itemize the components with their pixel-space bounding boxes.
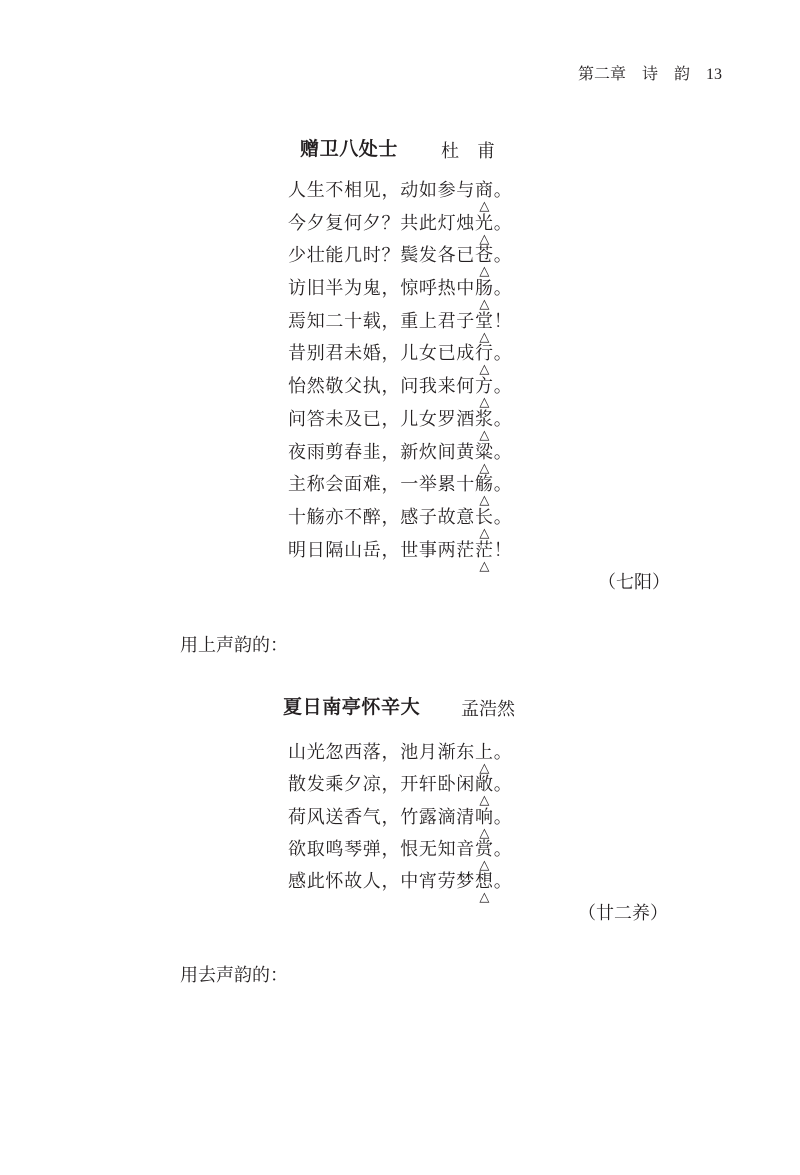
- line-punctuation: 。: [493, 245, 513, 266]
- line-punctuation: 。: [493, 806, 513, 827]
- rhyme-word: [475, 806, 494, 841]
- poem1-body: [288, 174, 513, 574]
- rhyme-word: [475, 376, 494, 411]
- poem2-title: 夏日南亭怀辛大: [283, 697, 421, 718]
- rhyme-character: 方: [475, 376, 494, 397]
- line-text: 主称会面难，一举累十: [288, 474, 475, 495]
- rhyme-character: 赏: [475, 838, 494, 859]
- rhyme-triangle-mark: △: [479, 460, 490, 476]
- line-punctuation: ！: [493, 539, 513, 560]
- rhyme-word: [475, 838, 494, 873]
- poem-line: [288, 736, 513, 776]
- rhyme-character: 商: [475, 180, 494, 200]
- rhyme-character: 觞: [475, 474, 494, 495]
- line-punctuation: 。: [493, 376, 513, 397]
- poem1-author: 杜 甫: [441, 141, 495, 161]
- rhyme-word: [475, 871, 494, 906]
- line-text: 荷风送香气，竹露滴清: [288, 806, 475, 827]
- rhyme-triangle-mark: △: [479, 825, 490, 841]
- rhyme-word: [475, 441, 494, 476]
- rhyme-triangle-mark: △: [479, 793, 490, 809]
- line-punctuation: 。: [493, 408, 513, 429]
- rhyme-word: [475, 506, 494, 541]
- rhyme-triangle-mark: △: [479, 362, 490, 378]
- rhyme-triangle-mark: △: [479, 231, 490, 247]
- rhyme-triangle-mark: △: [479, 761, 490, 776]
- rhyme-character: 粱: [475, 441, 494, 462]
- rhyme-word: [475, 343, 494, 378]
- intro-shang-sheng: 用上声韵的：: [180, 635, 288, 655]
- rhyme-triangle-mark: △: [479, 558, 490, 574]
- poem-line: [288, 174, 513, 214]
- line-text: 今夕复何夕？共此灯烛: [288, 212, 475, 233]
- line-punctuation: 。: [493, 278, 513, 299]
- running-title: 第二章 诗 韵: [577, 66, 690, 83]
- line-text: 明日隔山岳，世事两茫: [288, 539, 475, 560]
- poem2-rhyme-group: （廿二养）: [578, 903, 668, 923]
- page-number: 13: [706, 66, 722, 83]
- line-punctuation: 。: [493, 180, 513, 200]
- line-text: 少壮能几时？鬓发各已: [288, 245, 475, 266]
- rhyme-character: 光: [475, 212, 494, 233]
- rhyme-character: 茫: [475, 539, 494, 560]
- running-header: [578, 64, 722, 86]
- rhyme-character: 浆: [475, 408, 494, 429]
- line-text: 焉知二十载，重上君子: [288, 310, 475, 331]
- line-text: 夜雨剪春韭，新炊间黄: [288, 441, 475, 462]
- line-punctuation: 。: [493, 343, 513, 364]
- rhyme-triangle-mark: △: [479, 525, 490, 541]
- rhyme-triangle-mark: △: [479, 329, 490, 345]
- rhyme-character: 长: [475, 506, 494, 527]
- line-punctuation: 。: [493, 742, 513, 762]
- line-punctuation: 。: [493, 838, 513, 859]
- rhyme-character: 上: [475, 742, 494, 762]
- rhyme-triangle-mark: △: [479, 395, 490, 411]
- line-punctuation: 。: [493, 441, 513, 462]
- rhyme-character: 堂: [475, 310, 494, 331]
- poem-line: [288, 865, 513, 906]
- rhyme-word: [475, 474, 494, 509]
- rhyme-word: [475, 742, 494, 776]
- rhyme-word: [475, 180, 494, 214]
- rhyme-triangle-mark: △: [479, 493, 490, 509]
- rhyme-word: [475, 212, 494, 247]
- line-text: 问答未及已，儿女罗酒: [288, 408, 475, 429]
- line-punctuation: 。: [493, 474, 513, 495]
- rhyme-triangle-mark: △: [479, 427, 490, 443]
- rhyme-word: [475, 774, 494, 809]
- poem1-title: 赠卫八处士: [300, 139, 399, 160]
- line-text: 昔别君未婚，儿女已成: [288, 343, 475, 364]
- poem2-author: 孟浩然: [461, 699, 515, 719]
- line-text: 山光忽西落，池月渐东: [288, 742, 475, 762]
- rhyme-word: [475, 278, 494, 313]
- rhyme-character: 苍: [475, 245, 494, 266]
- poem2-body: [288, 736, 513, 906]
- line-punctuation: 。: [493, 506, 513, 527]
- rhyme-word: [475, 310, 494, 345]
- rhyme-triangle-mark: △: [479, 890, 490, 906]
- rhyme-character: 肠: [475, 278, 494, 299]
- line-punctuation: 。: [493, 212, 513, 233]
- rhyme-word: [475, 408, 494, 443]
- rhyme-character: 响: [475, 806, 494, 827]
- line-text: 感此怀故人，中宵劳梦: [288, 871, 475, 892]
- rhyme-character: 行: [475, 343, 494, 364]
- intro-qu-sheng: 用去声韵的：: [180, 965, 288, 985]
- line-text: 欲取鸣琴弹，恨无知音: [288, 838, 475, 859]
- rhyme-word: [475, 245, 494, 280]
- line-text: 人生不相见，动如参与: [288, 180, 475, 200]
- poem1-rhyme-group: （七阳）: [598, 572, 670, 592]
- line-text: 散发乘夕凉，开轩卧闲: [288, 774, 475, 795]
- line-text: 怡然敬父执，问我来何: [288, 376, 475, 397]
- line-punctuation: ！: [493, 310, 513, 331]
- rhyme-triangle-mark: △: [479, 857, 490, 873]
- line-punctuation: 。: [493, 774, 513, 795]
- rhyme-character: 敞: [475, 774, 494, 795]
- line-punctuation: 。: [493, 871, 513, 892]
- line-text: 访旧半为鬼，惊呼热中: [288, 278, 475, 299]
- rhyme-character: 想: [475, 871, 494, 892]
- rhyme-word: [475, 539, 494, 574]
- rhyme-triangle-mark: △: [479, 199, 490, 214]
- line-text: 十觞亦不醉，感子故意: [288, 506, 475, 527]
- rhyme-triangle-mark: △: [479, 297, 490, 313]
- rhyme-triangle-mark: △: [479, 264, 490, 280]
